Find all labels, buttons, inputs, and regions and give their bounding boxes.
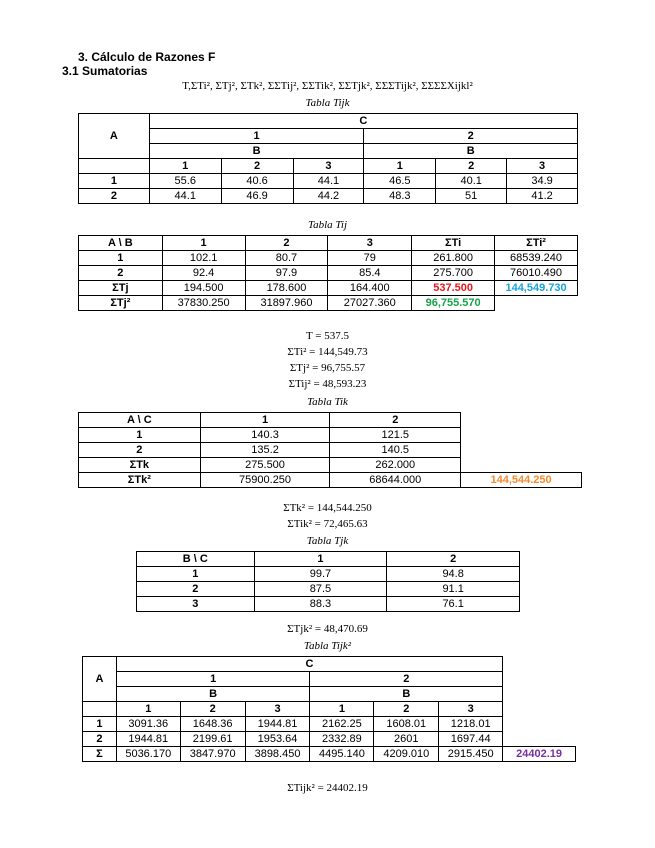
caption-tjk: Tabla Tjk [306, 535, 349, 547]
header-b-level: 2 [221, 159, 293, 174]
table-row [79, 174, 578, 189]
cell: 262.000 [330, 458, 461, 473]
cell: 37830.250 [162, 296, 245, 311]
empty-cell [503, 732, 576, 747]
cell: 68644.000 [330, 473, 461, 488]
cell: 55.6 [149, 174, 221, 189]
header-c-level: 2 [364, 129, 578, 144]
cell: 140.5 [330, 443, 461, 458]
table-tik [78, 412, 582, 488]
cell: 44.1 [293, 174, 364, 189]
row-label: 2 [79, 266, 163, 281]
grand-total: 537.500 [412, 281, 495, 296]
row-label: ΣTj² [79, 296, 163, 311]
cell: 41.2 [507, 189, 578, 204]
cell: 44.2 [293, 189, 364, 204]
result-sum-tijk2: ΣTijk² = 24402.19 [287, 782, 368, 794]
row-label: 2 [137, 582, 255, 597]
cell: 46.9 [221, 189, 293, 204]
row-label: 2 [83, 732, 117, 747]
header-b-level: 2 [374, 702, 439, 717]
row-label: 1 [137, 567, 255, 582]
cell: 88.3 [254, 597, 387, 612]
cell: 4209.010 [374, 747, 439, 762]
header-b-level: 3 [293, 159, 364, 174]
empty-cell [503, 702, 576, 717]
header-a: A [79, 114, 150, 159]
cell: 121.5 [330, 428, 461, 443]
cell: 2162.25 [310, 717, 374, 732]
table-tijk-squared [82, 656, 576, 762]
cell: 51 [436, 189, 507, 204]
cell: 1953.64 [245, 732, 310, 747]
empty-cell [503, 687, 576, 702]
cell: 76.1 [387, 597, 520, 612]
empty-cell [503, 717, 576, 732]
empty-cell [79, 159, 150, 174]
result-sum-tik2: ΣTik² = 72,465.63 [287, 518, 368, 530]
row-label: ΣTj [79, 281, 163, 296]
header-b-level: 3 [507, 159, 578, 174]
cell: 2199.61 [180, 732, 245, 747]
caption-tik: Tabla Tik [307, 396, 348, 408]
header-b-level: 2 [436, 159, 507, 174]
row-label: Σ [83, 747, 117, 762]
row-label: ΣTk [79, 458, 201, 473]
cell: 194.500 [162, 281, 245, 296]
cell: 1648.36 [180, 717, 245, 732]
empty-cell [461, 428, 582, 443]
header-b: B [310, 687, 503, 702]
header-b-level: 1 [364, 159, 436, 174]
sum-row [79, 458, 582, 473]
table-row [137, 567, 520, 582]
header-c: C [116, 657, 502, 672]
sum-tk-squared: 144,544.250 [461, 473, 582, 488]
cell: 140.3 [200, 428, 330, 443]
cell: 75900.250 [200, 473, 330, 488]
cell: 275.500 [200, 458, 330, 473]
column-header: 1 [254, 552, 387, 567]
cell: 1218.01 [439, 717, 503, 732]
section-title: 3. Cálculo de Razones F [78, 50, 216, 64]
result-sum-tjk2: ΣTjk² = 48,470.69 [287, 623, 368, 635]
column-header: 3 [328, 236, 412, 251]
corner-label: B \ C [137, 552, 255, 567]
table-row [79, 428, 582, 443]
cell: 1944.81 [116, 732, 180, 747]
header-c-level: 1 [149, 129, 364, 144]
empty-cell [503, 657, 576, 672]
row-label: 1 [79, 174, 150, 189]
row-label: 1 [79, 251, 163, 266]
sum-ti-squared: 144,549.730 [495, 281, 578, 296]
table-row [79, 189, 578, 204]
table-tij [78, 235, 578, 311]
header-b-level: 1 [310, 702, 374, 717]
header-c-level: 2 [310, 672, 503, 687]
cell: 94.8 [387, 567, 520, 582]
row-label: 2 [79, 443, 201, 458]
cell: 76010.490 [495, 266, 578, 281]
row-label: ΣTk² [79, 473, 201, 488]
cell: 91.1 [387, 582, 520, 597]
table-row [137, 582, 520, 597]
column-header: 2 [330, 413, 461, 428]
header-a: A [83, 657, 117, 702]
table-row [83, 732, 576, 747]
header-b-level: 3 [439, 702, 503, 717]
cell: 102.1 [162, 251, 245, 266]
table-tijk [78, 113, 578, 204]
empty-cell [503, 672, 576, 687]
cell: 3091.36 [116, 717, 180, 732]
cell: 2915.450 [439, 747, 503, 762]
cell: 2601 [374, 732, 439, 747]
cell: 87.5 [254, 582, 387, 597]
cell: 2332.89 [310, 732, 374, 747]
table-row [79, 443, 582, 458]
cell: 85.4 [328, 266, 412, 281]
row-label: 3 [137, 597, 255, 612]
cell: 80.7 [245, 251, 328, 266]
corner-label: A \ B [79, 236, 163, 251]
column-header: ΣTi [412, 236, 495, 251]
cell: 1944.81 [245, 717, 310, 732]
cell: 164.400 [328, 281, 412, 296]
cell: 3847.970 [180, 747, 245, 762]
cell: 40.1 [436, 174, 507, 189]
header-c-level: 1 [116, 672, 310, 687]
table-row [79, 266, 578, 281]
table-row [83, 717, 576, 732]
sq-row [79, 473, 582, 488]
cell: 1608.01 [374, 717, 439, 732]
header-b: B [116, 687, 310, 702]
cell: 46.5 [364, 174, 436, 189]
cell: 44.1 [149, 189, 221, 204]
cell: 275.700 [412, 266, 495, 281]
empty-cell [461, 413, 582, 428]
cell: 34.9 [507, 174, 578, 189]
cell: 3898.450 [245, 747, 310, 762]
empty-cell [83, 702, 117, 717]
caption-tijk2: Tabla Tijk² [303, 640, 352, 652]
sq-row [79, 296, 578, 311]
cell: 27027.360 [328, 296, 412, 311]
empty-cell [461, 443, 582, 458]
cell: 97.9 [245, 266, 328, 281]
header-b: B [149, 144, 364, 159]
row-label: 2 [79, 189, 150, 204]
header-b: B [364, 144, 578, 159]
column-header: 1 [162, 236, 245, 251]
header-b-level: 3 [245, 702, 310, 717]
corner-label: A \ C [79, 413, 201, 428]
row-label: 1 [83, 717, 117, 732]
cell: 48.3 [364, 189, 436, 204]
result-sum-tk2: ΣTk² = 144,544.250 [283, 502, 372, 514]
subsection-title: 3.1 Sumatorias [62, 64, 148, 78]
sum-tj-squared: 96,755.570 [412, 296, 495, 311]
cell: 40.6 [221, 174, 293, 189]
column-header: 2 [245, 236, 328, 251]
header-b-level: 2 [180, 702, 245, 717]
sum-tijk-squared: 24402.19 [503, 747, 576, 762]
cell: 79 [328, 251, 412, 266]
empty-cell [495, 296, 578, 311]
cell: 99.7 [254, 567, 387, 582]
sum-row [83, 747, 576, 762]
result-sum-ti2: ΣTi² = 144,549.73 [287, 346, 368, 358]
caption-tij: Tabla Tij [307, 219, 348, 231]
cell: 31897.960 [245, 296, 328, 311]
caption-tijk: Tabla Tijk [305, 97, 350, 109]
table-row [79, 251, 578, 266]
header-b-level: 1 [116, 702, 180, 717]
table-row [137, 597, 520, 612]
header-c: C [149, 114, 577, 129]
cell: 92.4 [162, 266, 245, 281]
column-header: 2 [387, 552, 520, 567]
cell: 135.2 [200, 443, 330, 458]
result-sum-tij2: ΣTij² = 48,593.23 [288, 378, 367, 390]
result-sum-tj2: ΣTj² = 96,755.57 [289, 362, 366, 374]
row-label: 1 [79, 428, 201, 443]
cell: 1697.44 [439, 732, 503, 747]
cell: 178.600 [245, 281, 328, 296]
formula-line: T,ΣTi², ΣTj², ΣTk², ΣΣTij², ΣΣTik², ΣΣTjk², ΣΣΣTijk², ΣΣΣΣXijkl² [182, 80, 473, 92]
sum-row [79, 281, 578, 296]
column-header: ΣTi² [495, 236, 578, 251]
table-tjk [136, 551, 520, 612]
column-header: 1 [200, 413, 330, 428]
empty-cell [461, 458, 582, 473]
header-b-level: 1 [149, 159, 221, 174]
result-t: T = 537.5 [306, 330, 349, 342]
cell: 5036.170 [116, 747, 180, 762]
cell: 4495.140 [310, 747, 374, 762]
cell: 68539.240 [495, 251, 578, 266]
cell: 261.800 [412, 251, 495, 266]
